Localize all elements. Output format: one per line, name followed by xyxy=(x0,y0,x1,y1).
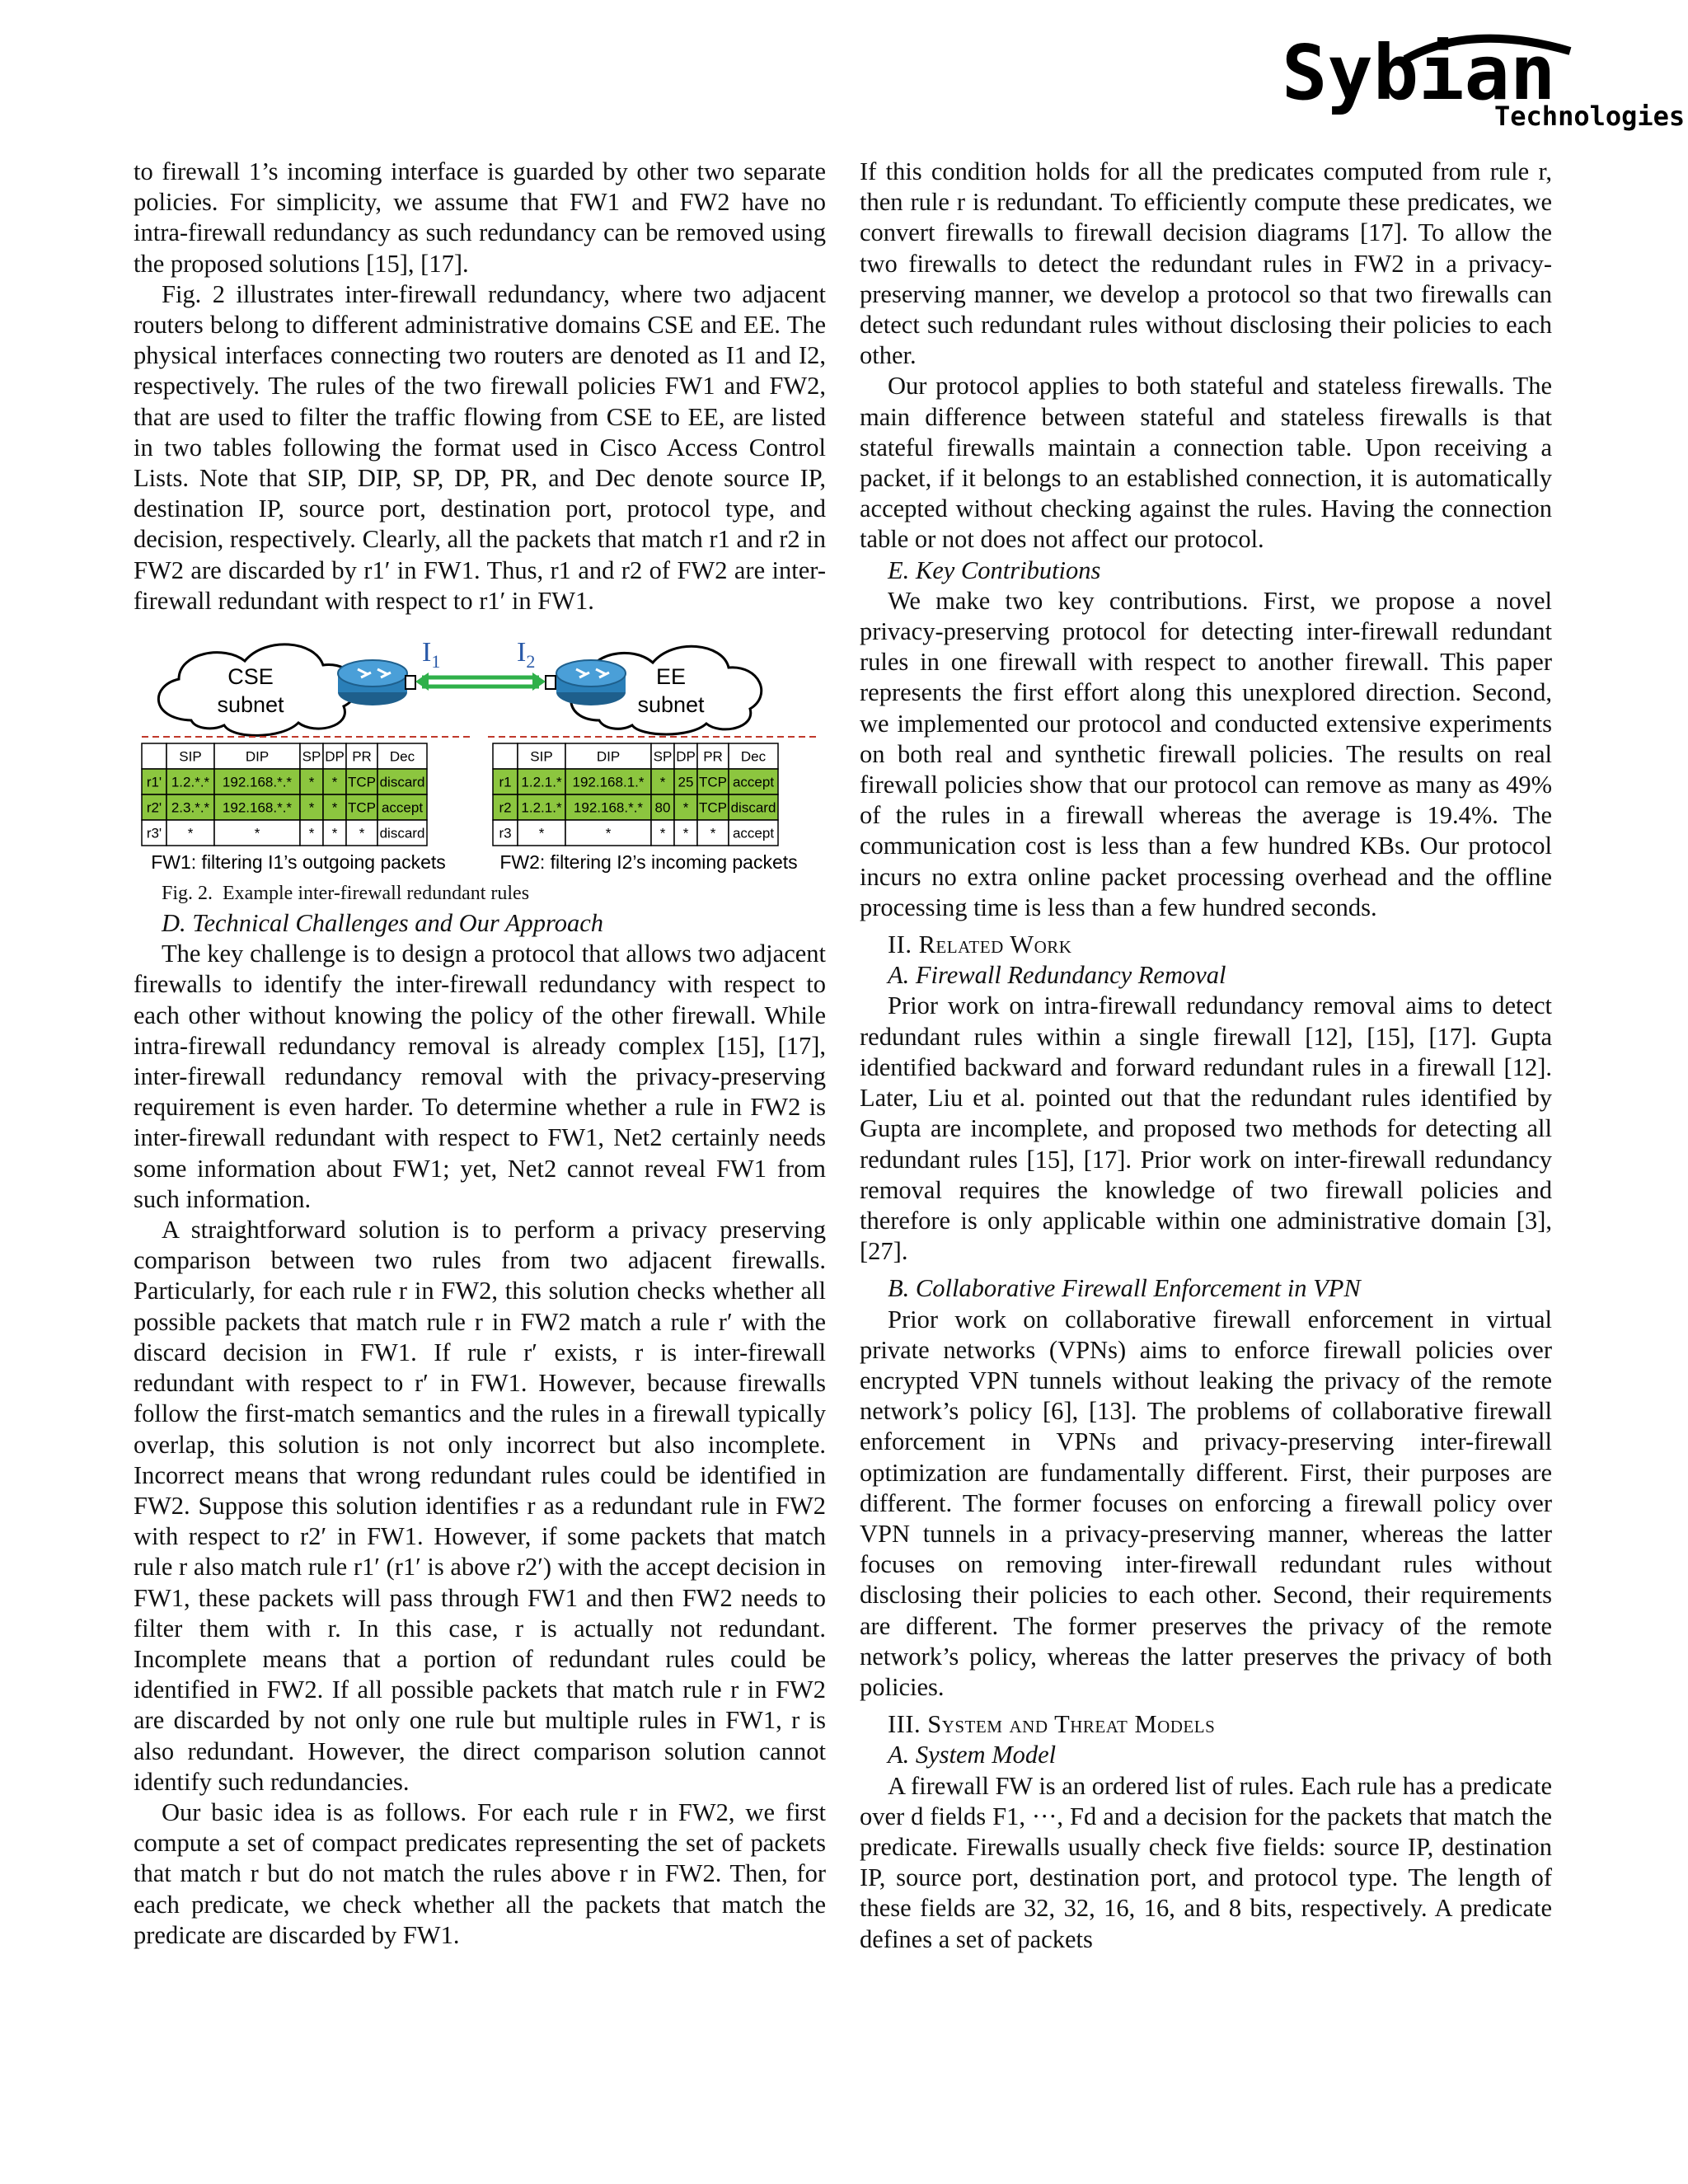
interface-i2 xyxy=(546,676,556,689)
table-cell-text: accept xyxy=(732,825,775,841)
table-cell-text: * xyxy=(682,799,689,816)
paragraph: Our protocol applies to both stateful and stateless firewalls. The main difference between stateful and stateless firewalls is that stateful firewalls maintain a connection table. Upon receiving a packet, if it belongs to an established connection, it is automatically accepted without checking against the rules. Having the connection table or not does not affect our protocol. xyxy=(860,372,1552,554)
fw2-rule-table xyxy=(493,743,778,846)
table-cell-text: 192.168.*.* xyxy=(222,799,293,816)
fw1-rule-table xyxy=(142,743,427,846)
table-cell-text: r2 xyxy=(499,799,512,816)
table-cell-text: * xyxy=(254,825,260,841)
section-heading-iii-a: A. System Model xyxy=(888,1741,1057,1769)
table-cell-text: TCP xyxy=(699,774,727,790)
table-cell-text: 25 xyxy=(678,774,694,790)
table-cell-text: discard xyxy=(379,774,425,790)
table-cell xyxy=(142,743,166,769)
table-cell-text: r3' xyxy=(146,825,162,841)
i1-label: $I_1$ xyxy=(422,637,441,673)
table-cell-text: 1.2.1.* xyxy=(521,799,562,816)
table-cell-text: accept xyxy=(381,799,424,816)
table-cell-text: TCP xyxy=(699,799,727,816)
table-cell-text: * xyxy=(659,825,666,841)
cse-label: CSE xyxy=(227,664,274,690)
paragraph: Fig. 2 illustrates inter-firewall redundancy, where two adjacent routers belong to different administrative domains CSE and EE. The physical interfaces connecting two routers are denoted as I1 and I2, respectively. The rules of the two firewall policies FW1 and FW2, that are used to filter the traffic flowing from CSE to EE, are listed in two tables following the format used in Cisco Access Control Lists. Note that SIP, DIP, SP, DP, PR, and Dec denote source IP, destination IP, source port, destination port, protocol type, and decision, respectively. Clearly, all the packets that match r1 and r2 in FW2 are discarded by r1′ in FW1. Thus, r1 and r2 of FW2 are inter-firewall redundant with respect to r1′ in FW1. xyxy=(134,279,826,615)
table-cell-text: 1.2.*.* xyxy=(171,774,210,790)
table-header: DP xyxy=(676,748,696,765)
table-cell-text: * xyxy=(538,825,545,841)
table-cell-text: r3 xyxy=(499,825,512,841)
table-cell-text: TCP xyxy=(348,799,376,816)
figure-caption xyxy=(134,882,826,905)
table-cell-text: discard xyxy=(730,799,776,816)
table-cell-text: discard xyxy=(379,825,425,841)
paragraph: Prior work on intra-firewall redundancy removal aims to detect redundant rules within a single firewall [12], [15], [17]. Gupta identified backward and forward redundant rules in a firewall [12]. Later, Liu et al. pointed out that the redundant rules identified by Gupta are incomplete, and proposed two methods for detecting all redundant rules [15], [17]. Prior work on inter-firewall redundancy removal requires the knowledge of two firewall policies and therefore is only applicable within one administrative domain [3], [27]. xyxy=(860,991,1552,1266)
paragraph: Prior work on collaborative firewall enforcement in virtual private networks (VPNs) aims to enforce firewall policies over encrypted VPN tunnels without leaking the privacy of the remote network’s policy [6], [13]. The problems of collaborative firewall enforcement in VPNs and privacy-preserving inter-firewall optimization are fundamentally different. First, their purposes are different. The former focuses on enforcing a firewall policy over VPN tunnels in a privacy-preserving manner, whereas the latter focuses on removing inter-firewall redundant rules without disclosing their policies to each other. Second, their requirements are different. The former preserves the privacy of the remote network’s policy, whereas the latter preserves the privacy of both policies. xyxy=(860,1305,1552,1701)
table-cell-text: TCP xyxy=(348,774,376,790)
table-header: SP xyxy=(653,748,673,765)
table-header: SP xyxy=(302,748,321,765)
cse-subnet-label: subnet xyxy=(217,692,284,718)
table-cell-text: * xyxy=(605,825,612,841)
fw1-table-caption: FW1: filtering I1’s outgoing packets xyxy=(151,851,446,874)
table-cell-text: 192.168.1.* xyxy=(572,774,645,790)
table-cell xyxy=(493,743,518,769)
figure-caption-label: Fig. 2. xyxy=(162,883,213,905)
router-2-icon xyxy=(556,660,626,705)
table-cell-text: r1 xyxy=(499,774,512,790)
figure-caption-text: Example inter-firewall redundant rules xyxy=(223,883,530,905)
table-cell-text: * xyxy=(359,825,365,841)
table-cell-text: * xyxy=(659,774,666,790)
table-cell-text: 1.2.1.* xyxy=(521,774,562,790)
table-header: SIP xyxy=(530,748,553,765)
table-cell-text: accept xyxy=(732,774,775,790)
link-arrow xyxy=(415,673,546,691)
table-header: Dec xyxy=(389,748,415,765)
table-header: PR xyxy=(352,748,372,765)
table-cell-text: r2' xyxy=(146,799,162,816)
table-cell-text: * xyxy=(682,825,689,841)
table-header: DIP xyxy=(596,748,621,765)
ee-label: EE xyxy=(655,664,687,690)
table-cell-text: * xyxy=(308,774,315,790)
i2-label: $I_2$ xyxy=(517,637,536,673)
table-cell-text: 80 xyxy=(654,799,671,816)
table-cell-text: r1' xyxy=(146,774,162,790)
logo-word: Sybian xyxy=(1282,29,1556,117)
table-header: Dec xyxy=(740,748,767,765)
interface-i1 xyxy=(406,676,415,689)
left-column xyxy=(134,157,826,1951)
paragraph: to firewall 1’s incoming interface is guarded by other two separate policies. For simplicity, we assume that FW1 and FW2 have no intra-firewall redundancy as such redundancy can be removed using the proposed solutions [15], [17]. xyxy=(134,157,826,278)
paragraph: We make two key contributions. First, we propose a novel privacy-preserving protocol for detecting inter-firewall redundant rules in one firewall with respect to another firewall. This paper represents the first effort along this unexplored direction. Second, we implemented our protocol and conducted extensive experiments on both real and synthetic firewall policies. The results on real firewall policies show that our protocol can remove as many as 49% of the rules in a firewall whereas the average is 19.4%. The communication cost is less than a few hundred KBs. Our protocol incurs no extra online packet processing overhead and the offline processing time is less than a few hundred seconds. xyxy=(860,586,1552,921)
table-header: SIP xyxy=(179,748,202,765)
ee-subnet-label: subnet xyxy=(637,692,705,718)
section-heading-ii-b: B. Collaborative Firewall Enforcement in VPN xyxy=(888,1274,1361,1303)
table-cell-text: * xyxy=(710,825,716,841)
right-column xyxy=(860,157,1552,1955)
table-header: DIP xyxy=(245,748,270,765)
section-heading-e: E. Key Contributions xyxy=(888,555,1101,584)
table-cell-text: 192.168.*.* xyxy=(222,774,293,790)
paragraph: If this condition holds for all the predicates computed from rule r, then rule r is redundant. To efficiently compute these predicates, we convert firewalls to firewall decision diagrams [17]. To allow the two firewalls to detect the redundant rules in FW2 in a privacy-preserving manner, we develop a protocol so that two firewalls can detect such redundant rules without disclosing their policies to each other. xyxy=(860,157,1552,370)
table-cell-text: 192.168.*.* xyxy=(573,799,644,816)
paragraph: Our basic idea is as follows. For each rule r in FW2, we first compute a set of compact predicates representing the set of packets that match r but do not match the rules above r in FW2. Then, for each predicate, we check whether all the packets that match the predicate are discarded by FW1. xyxy=(134,1797,826,1949)
section-heading-iii: III. System and Threat Models xyxy=(888,1710,1216,1739)
table-cell-text: * xyxy=(187,825,194,841)
paragraph: The key challenge is to design a protocol that allows two adjacent firewalls to identify the inter-firewall redundancy with respect to each other without knowing the policy of the other firewall. While intra-firewall redundancy removal is already complex [15], [17], inter-firewall redundancy removal with the privacy-preserving requirement is even harder. To determine whether a rule in FW2 is inter-firewall redundant with respect to FW1, Net2 certainly needs some information about FW1; yet, Net2 cannot reveal FW1 from such information. xyxy=(134,940,826,1213)
section-heading-ii-a: A. Firewall Redundancy Removal xyxy=(888,961,1226,990)
table-cell-text: * xyxy=(308,825,315,841)
section-heading-d: D. Technical Challenges and Our Approach xyxy=(162,909,603,938)
section-heading-ii: II. Related Work xyxy=(888,930,1072,959)
table-header: DP xyxy=(325,748,345,765)
table-header: PR xyxy=(703,748,723,765)
table-cell-text: * xyxy=(331,799,338,816)
table-cell-text: * xyxy=(308,799,315,816)
table-cell-text: * xyxy=(331,774,338,790)
table-cell-text: * xyxy=(331,825,338,841)
sybian-logo xyxy=(1282,26,1686,134)
paragraph: A firewall FW is an ordered list of rules. Each rule has a predicate over d fields F1, ···, Fd and a decision for the packets that match the predicate. Firewalls usually check five fields: source IP, destination IP, source port, destination port, and protocol type. The length of these fields are 32, 32, 16, 16, and 8 bits, respectively. A predicate defines a set of packets xyxy=(860,1771,1552,1953)
figure-2 xyxy=(134,628,826,908)
logo-sub: Technologies xyxy=(1494,101,1686,132)
router-1-icon xyxy=(338,660,407,705)
table-cell-text: 2.3.*.* xyxy=(171,799,210,816)
paragraph: A straightforward solution is to perform a privacy preserving comparison between two rules from two adjacent firewalls. Particularly, for each rule r in FW2, this solution checks whether all possible packets that match rule r in FW2 match a rule r′ with the discard decision in FW1. If rule r′ exists, r is inter-firewall redundant with respect to r′ in FW1. However, because firewalls follow the first-match semantics and the rules in a firewall typically overlap, this solution is not only incorrect but also incomplete. Incorrect means that wrong redundant rules could be identified in FW2. Suppose this solution identifies r as a redundant rule in FW2 with respect to r2′ in FW1. However, if some packets that match rule r also match rule r1′ (r1′ is above r2′) with the accept decision in FW1, these packets will pass through FW1 and then FW2 needs to filter them with r. In this case, r is actually not redundant. Incomplete means that a portion of redundant rules could be identified in FW2. If all possible packets that match rule r in FW2 are discarded by not only one rule but multiple rules in FW1, r is also redundant. However, the direct comparison solution cannot identify such redundancies. xyxy=(134,1216,826,1796)
fw2-table-caption: FW2: filtering I2’s incoming packets xyxy=(499,851,798,874)
cse-cloud xyxy=(158,644,356,736)
